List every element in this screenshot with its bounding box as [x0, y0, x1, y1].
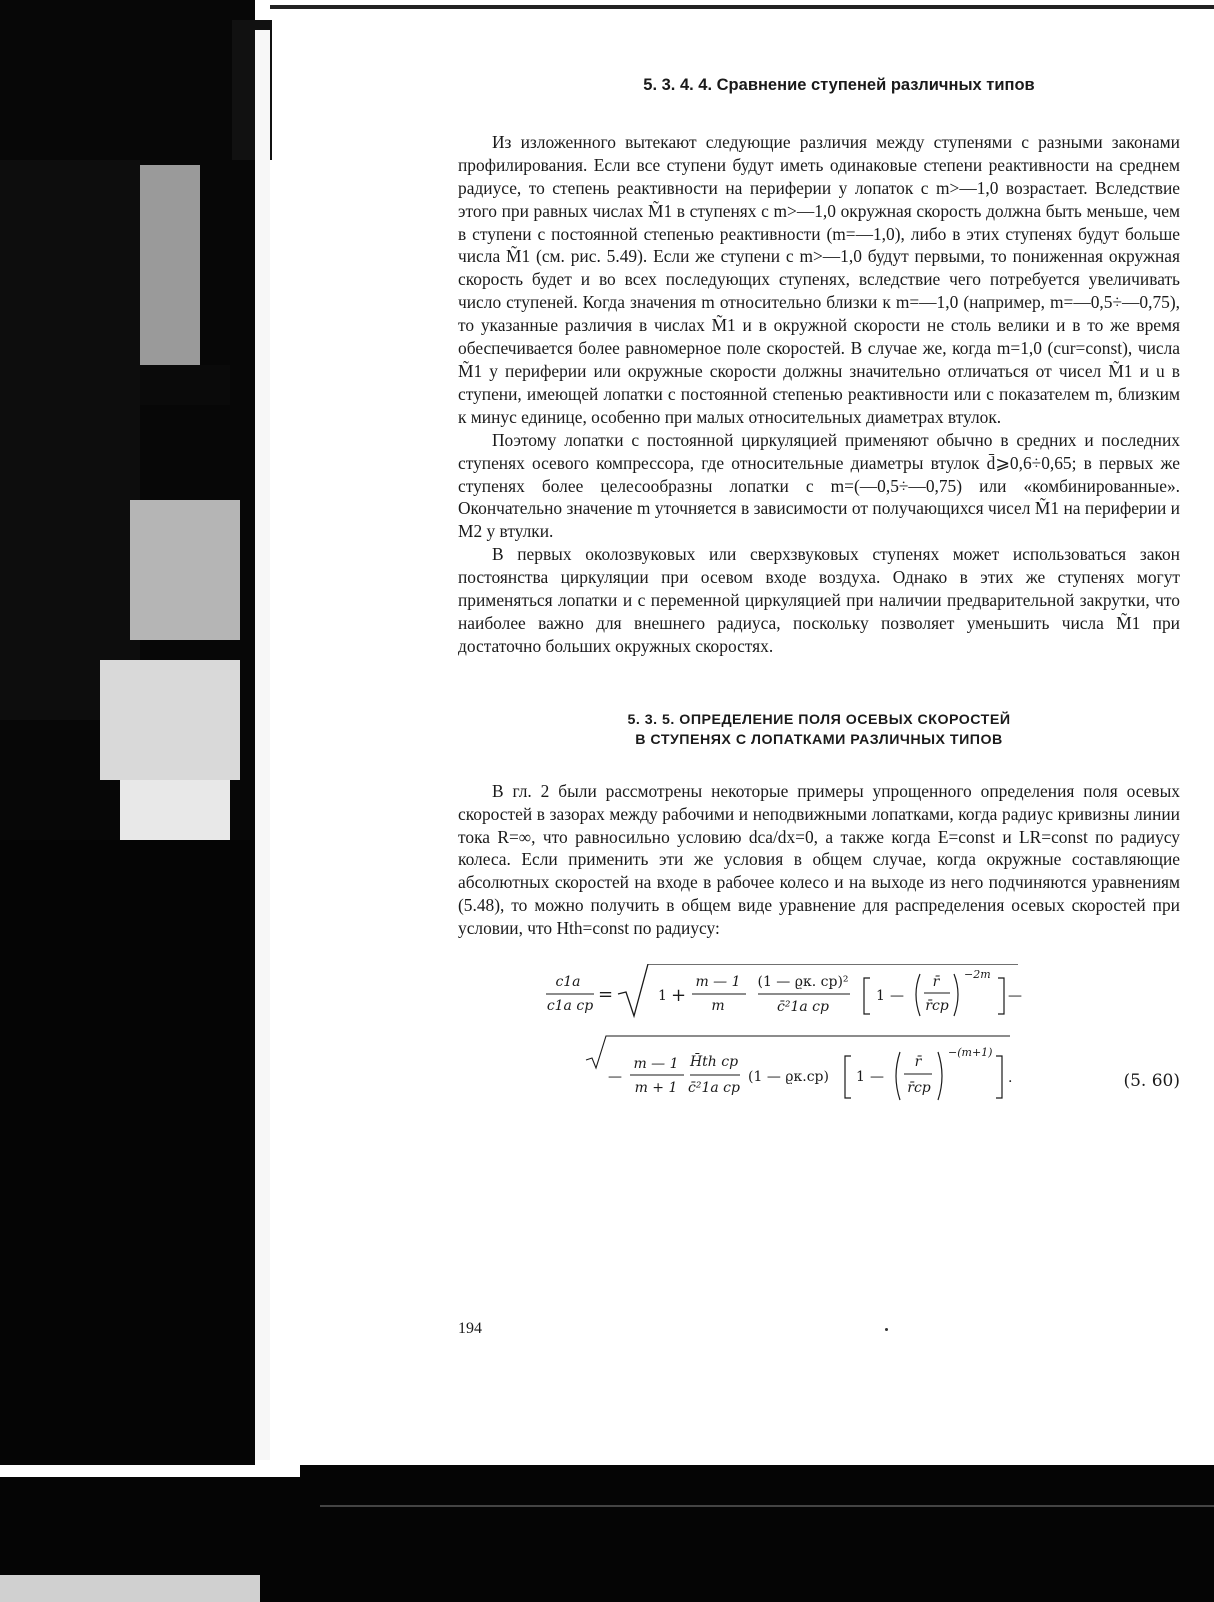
document-page — [458, 70, 1180, 1114]
exp2: −(m+1) — [948, 1046, 993, 1060]
t2-den: c̄²1a ср — [777, 999, 829, 1016]
bracket-one: 1 — [876, 988, 885, 1005]
scan-artifact — [140, 165, 200, 365]
term-one: 1 — [658, 988, 667, 1005]
mid-term: (1 — ϱк.ср) — [748, 1069, 829, 1086]
section-title — [458, 710, 1180, 750]
equation-5-60 — [458, 964, 1180, 1114]
svg-text:—: — — [870, 1069, 884, 1086]
t3-den: m + 1 — [634, 1080, 678, 1097]
t2-num: (1 — ϱк. ср)² — [757, 974, 849, 991]
scan-top-edge — [270, 5, 1214, 9]
scan-artifact — [255, 30, 270, 1460]
paragraph: Из изложенного вытекают следующие различия между ступенями с разными законами профилирования. Если все ступени будут иметь одинаковые степени реактивности на среднем радиусе, то степень реактивности на периферии у лопаток с m>—1,0 возрастает. Вследствие этого при равных числах M̃1 в ступенях с m>—1,0 окружная скорость должна быть меньше, чем в ступени с постоянной степенью реактивности (m=—1,0), либо в этих ступенях будут больше числа M̃1 (см. рис. 5.49). Если же ступени с m>—1,0 будут первыми, то пониженная окружная скорость будет и во всех последующих ступенях, вследствие чего потребуется увеличивать число ступеней. Когда значения m относительно близки к m=—1,0 (например, m=—0,5÷—0,75), то указанные различия в числах M̃1 и в окружной скорости не столь велики и в то же время обеспечивается более равномерное поле скоростей. В случае же, когда m=1,0 (cur=const), числа M̃1 у периферии или окружные скорости должны значительно отличаться от чисел M̃1 и u в ступени, имеющей лопатки с постоянной степенью реактивности или с показателем m, близким к минус единице, особенно при малых относительных диаметрах втулок. — [458, 131, 1180, 427]
t1-num: m — 1 — [695, 974, 741, 991]
svg-text:=: = — [598, 984, 614, 1006]
scan-artifact — [130, 500, 240, 640]
scan-artifact — [100, 660, 240, 780]
formula-graphic — [458, 964, 1180, 1114]
paragraph: В гл. 2 были рассмотрены некоторые примеры упрощенного определения поля осевых скоростей в зазорах между рабочими и неподвижными лопатками, когда радиус кривизны линии тока R=∞, что равносильно условию dca/dx=0, а также когда E=const и LR=const по радиусу колеса. Если применить эти же условия в общем случае, когда окружные составляющие абсолютных скоростей на входе в рабочее колесо и на выходе из него подчиняются уравнениям (5.48), то можно получить в общем виде уравнение для распределения осевых скоростей при условии, что Hth=const по радиусу: — [458, 780, 1180, 939]
t1-den: m — [711, 998, 725, 1015]
page-number: 194 — [458, 1320, 482, 1337]
lhs-denominator: c1a ср — [546, 998, 594, 1015]
r-den: r̄ср — [925, 998, 949, 1015]
paragraph: Поэтому лопатки с постоянной циркуляцией применяют обычно в средних и последних ступенях осевого компрессора, где относительные диаметры втулок d̄⩾0,6÷0,65; в первых же ступенях более целесообразны лопатки с m=(—0,5÷—0,75) или «комбинированные». Окончательно значение m уточняется в зависимости от получающихся чисел M̃1 на периферии и M2 у втулки. — [458, 429, 1180, 542]
scan-artifact — [0, 160, 140, 720]
scan-artifact — [120, 780, 230, 840]
svg-text:+: + — [671, 985, 687, 1007]
scan-black-bottom — [0, 1465, 1214, 1602]
lhs-numerator: c1a — [555, 974, 581, 991]
subsection-title: 5. 3. 4. 4. Сравнение ступеней различных типов — [643, 76, 1035, 94]
svg-text:—: — — [608, 1069, 622, 1086]
svg-text:1: 1 — [856, 1069, 865, 1086]
scan-artifact — [140, 365, 230, 405]
equation-number: (5. 60) — [1123, 1071, 1180, 1092]
exp1: −2m — [964, 968, 991, 982]
r-num: r̄ — [932, 974, 940, 991]
svg-text:.: . — [1008, 1070, 1013, 1087]
section-title-line: В СТУПЕНЯХ С ЛОПАТКАМИ РАЗЛИЧНЫХ ТИПОВ — [635, 731, 1003, 748]
section-title-line: 5. 3. 5. ОПРЕДЕЛЕНИЕ ПОЛЯ ОСЕВЫХ СКОРОСТЕЙ — [627, 711, 1011, 728]
paragraph: В первых околозвуковых или сверхзвуковых ступенях может использоваться закон постоянства циркуляции при осевом входе воздуха. Однако в этих же ступенях могут применяться лопатки и с переменной циркуляцией при наличии предварительной закрутки, что наиболее важно для внешнего радиуса, поскольку позволяет уменьшить числа M̃1 при достаточно больших окружных скоростях. — [458, 544, 1180, 656]
t4-den: c̄²1a ср — [688, 1080, 740, 1097]
scan-artifact — [0, 840, 250, 1460]
r-num-2: r̄ — [914, 1054, 922, 1071]
t4-num: H̄th ср — [689, 1054, 739, 1071]
r-den-2: r̄ср — [907, 1080, 931, 1097]
svg-text:—: — — [890, 988, 904, 1005]
t3-num: m — 1 — [633, 1056, 679, 1073]
scan-speck — [885, 1328, 888, 1331]
svg-text:—: — — [1008, 988, 1022, 1005]
